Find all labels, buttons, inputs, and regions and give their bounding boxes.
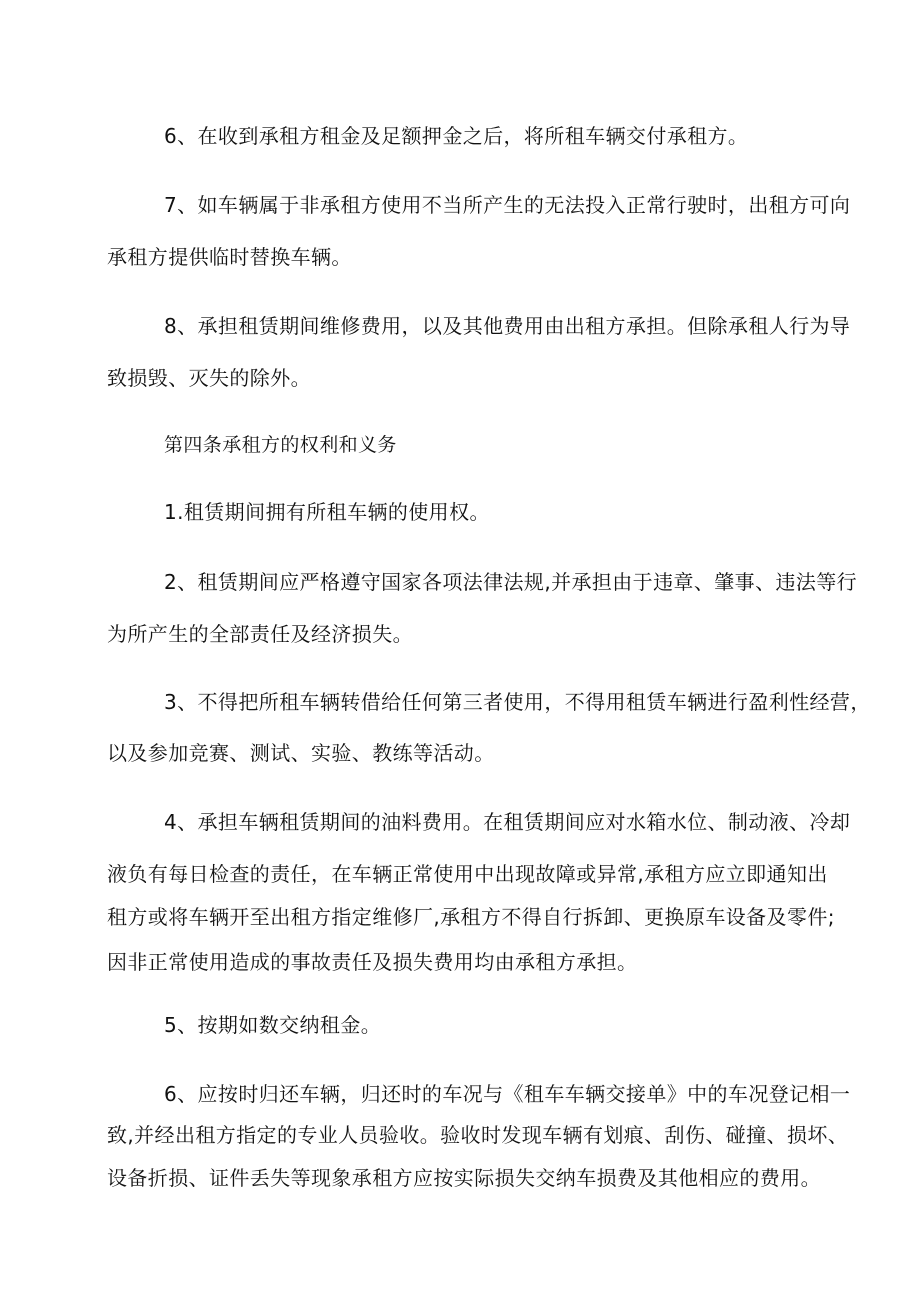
lessee-clause-2-line-2: 为所产生的全部责任及经济损失。 — [107, 622, 413, 646]
clause-8-line-1: 8、承担租赁期间维修费用，以及其他费用由出租方承担。但除承租人行为导 — [164, 314, 851, 338]
lessee-clause-1: 1.租赁期间拥有所租车辆的使用权。 — [164, 500, 490, 524]
clause-6-lessor: 6、在收到承租方租金及足额押金之后，将所租车辆交付承租方。 — [164, 124, 749, 148]
clause-8-line-2: 致损毁、灭失的除外。 — [107, 366, 311, 390]
lessee-clause-2-line-1: 2、租赁期间应严格遵守国家各项法律法规,并承担由于违章、肇事、违法等行 — [164, 570, 858, 594]
clause-7-line-2: 承租方提供临时替换车辆。 — [107, 245, 352, 269]
lessee-clause-3-line-1: 3、不得把所租车辆转借给任何第三者使用，不得用租赁车辆进行盈利性经营， — [164, 690, 871, 714]
lessee-clause-4-line-4: 因非正常使用造成的事故责任及损失费用均由承租方承担。 — [107, 950, 638, 974]
section-heading-article-4: 第四条承租方的权利和义务 — [164, 434, 397, 456]
lessee-clause-6-line-1: 6、应按时归还车辆，归还时的车况与《租车车辆交接单》中的车况登记相一 — [164, 1082, 851, 1106]
lessee-clause-5: 5、按期如数交纳租金。 — [164, 1013, 382, 1037]
lessee-clause-3-line-2: 以及参加竞赛、测试、实验、教练等活动。 — [107, 741, 495, 765]
lessee-clause-4-line-2: 液负有每日检查的责任，在车辆正常使用中出现故障或异常,承租方应立即通知出 — [107, 862, 828, 886]
lessee-clause-4-line-3: 租方或将车辆开至出租方指定维修厂,承租方不得自行拆卸、更换原车设备及零件; — [107, 905, 835, 929]
clause-7-line-1: 7、如车辆属于非承租方使用不当所产生的无法投入正常行驶时，出租方可向 — [164, 193, 851, 217]
lessee-clause-6-line-2: 致,并经出租方指定的专业人员验收。验收时发现车辆有划痕、刮伤、碰撞、损坏、 — [107, 1123, 849, 1147]
lessee-clause-4-line-1: 4、承担车辆租赁期间的油料费用。在租赁期间应对水箱水位、制动液、冷却 — [164, 810, 851, 834]
lessee-clause-6-line-3: 设备折损、证件丢失等现象承租方应按实际损失交纳车损费及其他相应的费用。 — [107, 1166, 821, 1190]
